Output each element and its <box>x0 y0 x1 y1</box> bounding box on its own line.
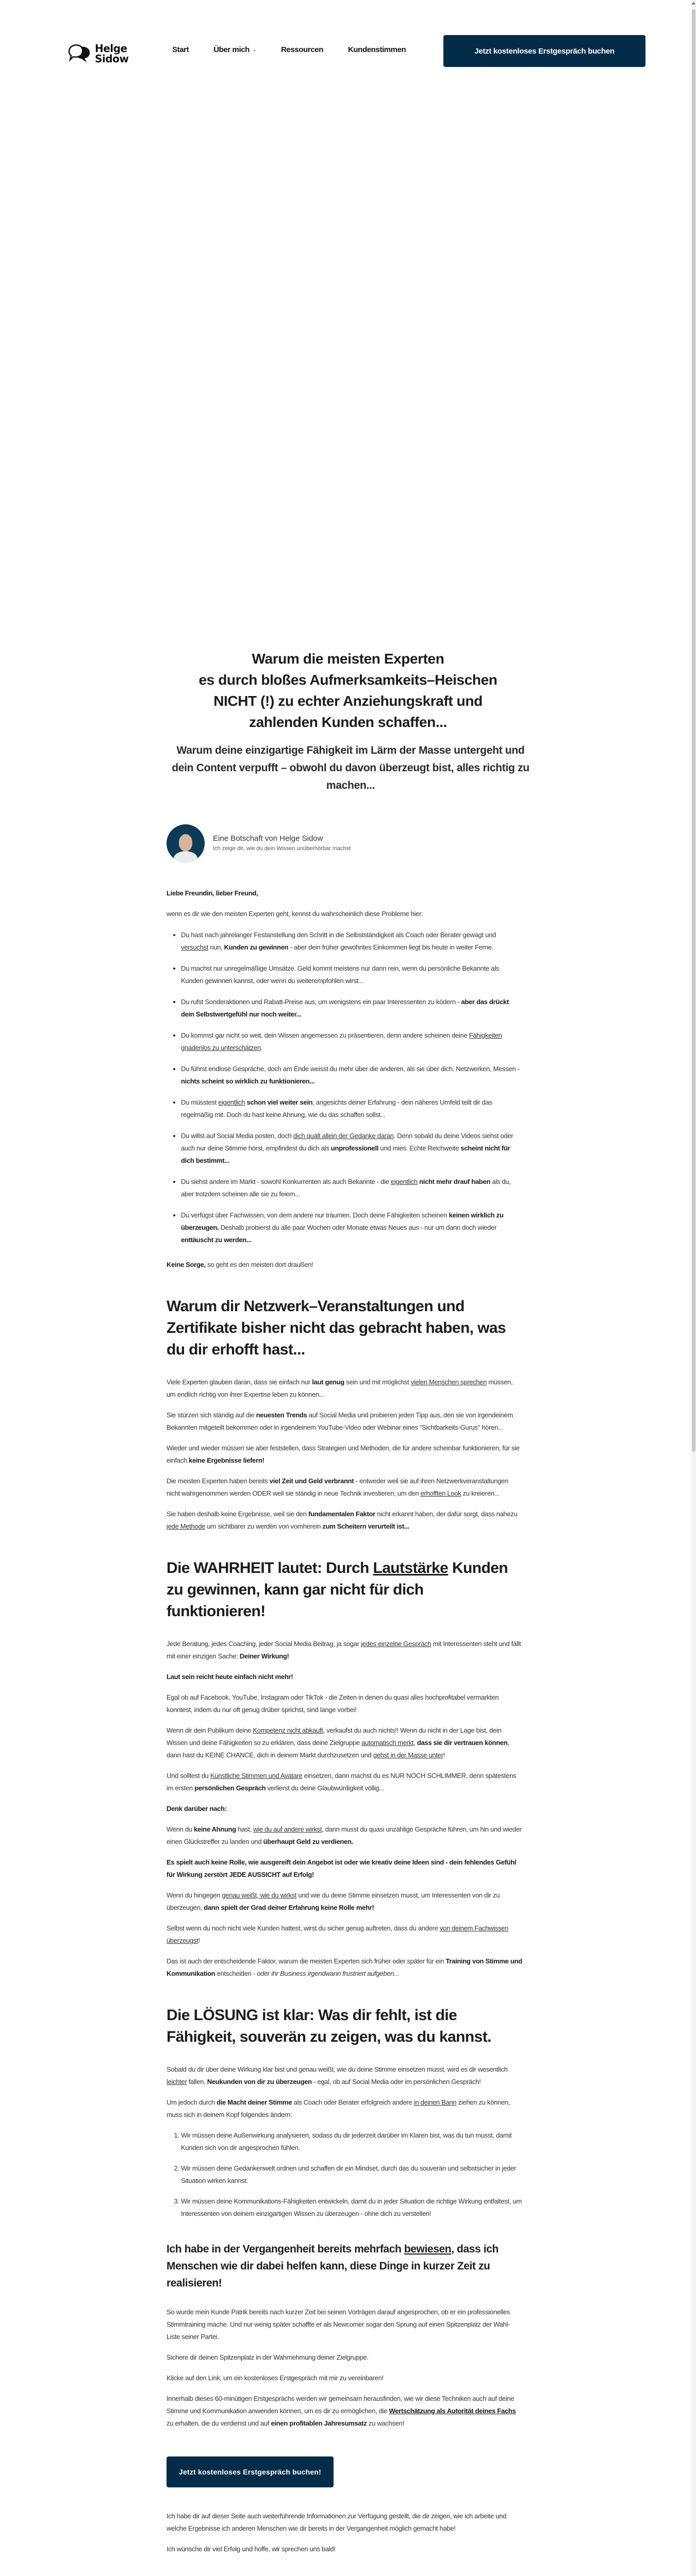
underlined-text: von deinem Fachwissen überzeugst <box>167 1924 509 1944</box>
hero-title-line: NICHT (!) zu echter Anziehungskraft und <box>213 693 483 709</box>
underlined-text: vielen Menschen sprechen <box>410 1378 487 1386</box>
text-segment: Du müsstest <box>181 1098 219 1106</box>
text-segment: und wie du deine Stimme einsetzen musst, um Interessenten von dir zu überzeugen, <box>167 1891 500 1911</box>
text-segment: , verkaufst du auch nichts!! Wenn du nicht in der Lage bist, dein Wissen und deine Fähigkeiten so zu erklären, dass deine Zielgruppe <box>167 1726 502 1747</box>
speech-bubbles-icon <box>67 43 93 64</box>
sales-letter-body <box>167 887 522 2564</box>
list-item <box>181 928 522 954</box>
nav-label: Kundenstimmen <box>347 45 406 54</box>
hero-title-line: es durch bloßes Aufmerksamkeits–Heischen <box>198 672 498 688</box>
bold-text: keine Ergebnisse liefern! <box>189 1456 264 1464</box>
underlined-text: Künstliche Stimmen und Avatare <box>210 1772 303 1780</box>
bold-text: scheint nicht für dich bestimmt... <box>181 1144 510 1164</box>
section-heading <box>167 2241 522 2292</box>
bold-text: schon viel weiter sein <box>246 1098 313 1106</box>
text-segment: ! <box>198 1937 200 1944</box>
text-segment: zu wachsen! <box>367 2419 404 2427</box>
bold-text: enttäuscht zu werden... <box>181 1236 252 1244</box>
bold-text: dann spielt der Grad deiner Erfahrung keine Rolle mehr! <box>204 1904 374 1911</box>
bold-text: unprofessionell <box>330 1144 379 1152</box>
book-call-button-header[interactable]: Jetzt kostenloses Erstgespräch buchen <box>443 35 645 67</box>
nav-item-ressourcen[interactable] <box>281 45 323 54</box>
bold-text: persönlichen Gespräch <box>194 1784 266 1792</box>
site-header <box>0 0 696 103</box>
text-segment: Die WAHRHEIT lautet: Durch <box>167 1560 373 1577</box>
bold-text: nichts scheint so wirklich zu funktionieren... <box>181 1077 315 1085</box>
logo[interactable] <box>67 43 128 64</box>
bold-text: keine Ahnung <box>194 1825 236 1833</box>
underlined-text: Lautstärke <box>373 1560 449 1577</box>
text-segment: Selbst wenn du noch nicht viele Kunden hattest, wirst du sicher genug auftreten, dass du andere <box>167 1924 440 1932</box>
text-segment: entscheiden - <box>215 1970 257 1977</box>
text-segment: Jede Beratung, jedes Coaching, jeder Social Media Beitrag, ja sogar <box>167 1640 361 1648</box>
text-segment: Ich wünsche dir viel Erfolg und hoffe, wir sprechen uns bald! <box>167 2545 336 2553</box>
list-item <box>181 2162 522 2187</box>
paragraph <box>167 908 522 920</box>
text-segment: Wenn dir dein Publikum deine <box>167 1726 253 1734</box>
underlined-text: eigentlich <box>390 1178 418 1185</box>
underlined-text: automatisch merkt <box>361 1739 414 1747</box>
text-segment: Du machst nur unregelmäßige Umsätze. Geld kommt meistens nur dann rein, wenn du persönliche Bekannte als Kunden gewinnen kannst, oder wenn du weiterempfohlen wirst... <box>181 964 499 985</box>
text-segment: Und solltest du <box>167 1772 210 1780</box>
underlined-text: eigentlich <box>218 1098 245 1106</box>
text-segment: Um jedoch durch <box>167 2098 217 2106</box>
text-segment: Ich habe dir auf dieser Seite auch weiterführende Informationen zur Verfügung gestellt, die dir zeigen, wie ich arbeite und welche Ergebnisse ich anderen Menschen wie dir bereits in der Vergangenheit möglich gemacht habe! <box>167 2512 507 2532</box>
text-segment: Wir müssen deine Gedankenwelt ordnen und schaffen dir ein Mindset, durch das du souverän und selbstsicher in jeder Situation wirken kannst. <box>181 2164 516 2184</box>
bold-text: zum Scheitern verurteilt ist... <box>322 1522 409 1530</box>
text-segment: , dann hast du KEINE CHANCE, dich in deinem Markt durchzusetzen und <box>167 1739 509 1759</box>
paragraph <box>167 2510 522 2535</box>
bold-text: fundamentalen Faktor <box>308 1510 375 1518</box>
text-segment: Deshalb probierst du alle paar Wochen oder Monate etwas Neues aus - nur um dann doch wieder <box>219 1224 496 1231</box>
text-segment: müssen, um endlich richtig von ihrer Expertise leben zu können... <box>167 1378 513 1398</box>
text-segment: . Denn sobald du deine Videos siehst oder auch nur deine Stimme hörst, empfindest du dich als <box>181 1132 513 1152</box>
text-segment: Du führst endlose Gespräche, doch am Ende weisst du mehr über die anderen, als sie über dich. Netzwerken, Messen - <box>181 1065 520 1073</box>
bold-text: Deiner Wirkung! <box>239 1652 289 1660</box>
text-segment: , angesichts deiner Erfahrung - dein näheres Umfeld teilt dir das regelmäßig mit. Doch du hast keine Ahnung, wie du das schaffen sollst... <box>181 1098 492 1118</box>
paragraph <box>167 1409 522 1434</box>
paragraph <box>167 1691 522 1716</box>
text-segment: . <box>260 1044 263 1052</box>
underlined-text: Wertschätzung als Autorität deines Fachs <box>389 2407 516 2415</box>
list-item <box>181 962 522 987</box>
chevron-down-icon: ⌄ <box>252 47 257 52</box>
bold-text: keinen wirklich zu überzeugen. <box>181 1211 504 1231</box>
nav-item-ueber-mich[interactable] <box>213 45 256 54</box>
hero-title <box>155 648 541 733</box>
paragraph <box>167 1508 522 1533</box>
text-segment: , dann musst du quasi unzählige Gespräche führen, um hin und wieder einen Glückstreffer zu landen und <box>167 1825 522 1845</box>
nav-label: Über mich <box>213 45 250 54</box>
paragraph <box>167 2306 522 2343</box>
text-segment: Du kommst gar nicht so weit, dein Wissen angemessen zu präsentieren, denn andere scheinen deine <box>181 1031 469 1039</box>
bold-text: überhaupt Geld zu verdienen. <box>263 1838 353 1845</box>
bold-text: die Macht deiner Stimme <box>217 2098 292 2106</box>
text-segment: verlierst du deine Glaubwürdigkeit völlig... <box>266 1784 385 1792</box>
text-segment: - egal, ob auf Social Media oder im persönlichen Gespräch! <box>311 2078 481 2086</box>
hero-title-line: Warum die meisten Experten <box>252 651 444 667</box>
scroll-up-arrow-icon[interactable] <box>691 2 695 5</box>
bold-text: Liebe Freundin, lieber Freund, <box>167 889 258 897</box>
paragraph <box>167 887 522 900</box>
text-segment: Du rufst Sonderaktionen und Rabatt-Preise aus, um wenigstens ein paar Interessenten zu ködern - <box>181 998 461 1006</box>
bold-text: dass sie dir vertrauen können <box>417 1739 508 1747</box>
list-item <box>181 1175 522 1200</box>
bold-text: einen profitablen Jahresumsatz <box>271 2419 367 2427</box>
text-segment: , <box>413 1739 417 1747</box>
section-heading <box>167 1557 522 1622</box>
paragraph <box>167 1638 522 1663</box>
text-segment: ! <box>443 1751 445 1759</box>
text-segment: , dass ich Menschen wie dir dabei helfen kann, diese Dinge in kurzer Zeit zu realisieren! <box>167 2243 499 2289</box>
paragraph <box>167 1955 522 1980</box>
text-segment: einsetzen, dann machst du es NUR NOCH SCHLIMMER, denn spätestens im ersten <box>167 1772 517 1792</box>
author-byline <box>167 824 351 862</box>
underlined-text: versuchst <box>181 943 208 951</box>
text-segment: Warum dir Netzwerk–Veranstaltungen und Zertifikate bisher nicht das gebracht haben, was du dir erhofft hast... <box>167 1298 506 1358</box>
text-segment: Wieder und wieder müssen sie aber feststellen, dass Strategien und Methoden, die für andere scheinbar funktionieren, für sie einfach <box>167 1444 520 1464</box>
text-segment: nun, <box>208 943 224 951</box>
paragraph <box>167 1442 522 1467</box>
list-item <box>181 1029 522 1054</box>
text-segment: als du, aber trotzdem scheinen alle sie zu feiern... <box>181 1178 511 1198</box>
paragraph <box>167 2372 522 2384</box>
underlined-text: dich quält allein der Gedanke daran <box>293 1132 394 1140</box>
book-call-button[interactable]: Jetzt kostenloses Erstgespräch buchen! <box>167 2456 334 2487</box>
nav-item-start[interactable] <box>172 45 189 54</box>
text-segment: Sie stürzen sich ständig auf die <box>167 1411 256 1419</box>
list-item <box>181 2195 522 2220</box>
author-name: Eine Botschaft von Helge Sidow <box>213 834 323 843</box>
text-segment: Das ist auch der entscheidende Faktor, warum die meisten Experten sich früher oder später für ein <box>167 1957 446 1965</box>
text-segment: Du hast nach jahrelanger Festanstellung den Schritt in die Selbstständigkeit als Coach oder Berater gewagt und <box>181 931 496 939</box>
paragraph <box>167 1856 522 1881</box>
paragraph <box>167 1823 522 1848</box>
text-segment: Die LÖSUNG ist klar: Was dir fehlt, ist die Fähigkeit, souverän zu zeigen, was du kannst. <box>167 2007 491 2045</box>
underlined-text: in deinen Bann <box>413 2098 457 2106</box>
underlined-text: jede Methode <box>167 1522 206 1530</box>
text-segment: fallen, <box>187 2078 207 2086</box>
section-heading <box>167 1296 522 1361</box>
bold-text: Neukunden von dir zu überzeugen <box>207 2078 312 2086</box>
paragraph <box>167 2393 522 2430</box>
bold-text: viel Zeit und Geld verbrannt <box>269 1477 354 1485</box>
paragraph <box>167 1259 522 1271</box>
underlined-text: genau weißt, wie du wirkst <box>222 1891 297 1899</box>
text-segment: zu erhalten, die du verdienst und auf <box>167 2419 271 2427</box>
nav-label: Ressourcen <box>281 45 323 54</box>
text-segment: Klicke auf den Link, um ein kostenloses Erstgespräch mit mir zu vereinbaren! <box>167 2374 384 2382</box>
list-item <box>181 1096 522 1121</box>
underlined-text: Fähigkeiten gnadenlos zu unterschätzen <box>181 1031 502 1052</box>
text-segment: um sichtbarer zu werden von vornherein <box>205 1522 323 1530</box>
underlined-text: bewiesen <box>404 2243 452 2255</box>
text-segment: So wurde mein Kunde Patrik bereits nach kurzer Zeit bei seinen Vorträgen darauf angesprochen, ob er ein professionelles Stimmtraining mache. Und nur wenig später schaffte er als Newcomer sogar den Sprung auf einen Spitzenplatz der Wahl-Liste seiner Partei. <box>167 2308 510 2341</box>
main-nav <box>172 45 406 54</box>
text-segment: Ich habe in der Vergangenheit bereits mehrfach <box>167 2243 404 2255</box>
hero-title-line: zahlenden Kunden schaffen... <box>249 714 447 730</box>
text-segment: Wir müssen deine Kommunikations-Fähigkeiten entwickeln, damit du in jeder Situation die richtige Wirkung entfaltest, um Interessenten von deinem einzigartigen Wissen zu überzeugen - ohne dich zu verstellen! <box>181 2197 522 2217</box>
text-segment: so geht es den meisten dort draußen! <box>205 1261 313 1268</box>
text-segment: nicht erkannt haben, der dafür sorgt, dass nahezu <box>375 1510 518 1518</box>
bold-text: aber das drückt dein Selbstwertgefühl nur noch weiter... <box>181 998 509 1018</box>
paragraph <box>167 1376 522 1401</box>
scrollbar-thumb[interactable] <box>692 9 695 1452</box>
text-segment: Egal ob auf Facebook, YouTube, Instagram oder TikTok - die Zeiten in denen du quasi alles hochprofitabel vermarkten konntest, indem du nur oft genug drüber sprichst, sind lange vorbei! <box>167 1693 499 1714</box>
paragraph <box>167 1889 522 1914</box>
text-segment: - entweder weil sie auf ihren Netzwerkveranstaltungen nicht wahrgenommen werden ODER weil sie ständig in neue Technik investieren, um den <box>167 1477 508 1497</box>
list-item <box>181 1062 522 1088</box>
nav-item-kundenstimmen[interactable] <box>348 45 406 54</box>
text-segment: Sie haben deshalb keine Ergebnisse, weil sie den <box>167 1510 309 1518</box>
text-segment: Wir müssen deine Außenwirkung analysieren, sodass du dir jederzeit darüber im Klaren bist, was du tun musst, damit Kunden sich von dir angesprochen fühlen. <box>181 2131 512 2151</box>
italic-text: oder ihr Business irgendwann frustriert aufgeben... <box>257 1970 400 1977</box>
text-segment: Wenn du hingegen <box>167 1891 222 1899</box>
bold-text: Laut sein reicht heute einfach nicht mehr! <box>167 1673 293 1681</box>
text-segment: als Coach oder Berater erfolgreich andere <box>292 2098 414 2106</box>
underlined-text: jedes einzelne Gespräch <box>361 1640 432 1648</box>
underlined-text: Kompetenz nicht abkauft <box>253 1726 323 1734</box>
bold-text: Training von Stimme und Kommunikation <box>167 1957 522 1977</box>
paragraph <box>167 1475 522 1500</box>
paragraph <box>167 1724 522 1761</box>
paragraph <box>167 1671 522 1683</box>
hero-subtitle: Warum deine einzigartige Fähigkeit im Lärm der Masse untergeht und dein Content verpufft – obwohl du davon überzeugt bist, alles richtig zu machen... <box>172 744 529 791</box>
logo-line-1: Helge <box>95 42 127 55</box>
bold-text: Kunden zu gewinnen <box>224 943 289 951</box>
text-segment: Kunden zu gewinnen, kann gar nicht für dich funktionieren! <box>167 1560 508 1620</box>
paragraph <box>167 1770 522 1794</box>
paragraph <box>167 2543 522 2555</box>
section-heading <box>167 2005 522 2048</box>
text-segment: Die meisten Experten haben bereits <box>167 1477 270 1485</box>
paragraph <box>167 2063 522 2088</box>
text-segment: hast, <box>236 1825 254 1833</box>
text-segment: Du willst auf Social Media posten, doch <box>181 1132 293 1140</box>
text-segment: und mies. Echte Reichweite <box>378 1144 461 1152</box>
paragraph <box>167 2096 522 2121</box>
text-segment: Viele Experten glauben daran, dass sie einfach nur <box>167 1378 312 1386</box>
list-item <box>181 2129 522 2154</box>
text-segment: wenn es dir wie den meisten Experten geht, kennst du wahrscheinlich diese Probleme hier: <box>167 910 423 918</box>
page-scrollbar[interactable] <box>691 0 696 2576</box>
problem-list <box>167 928 522 1246</box>
text-segment: mit Interessenten steht und fällt mit einer einzigen Sache: <box>167 1640 521 1660</box>
text-segment: Innerhalb dieses 60-minütigen Erstgesprächs werden wir gemeinsam herausfinden, wie wir diese Techniken auch auf deine Stimme und Kommunikation anwenden können, um es dir zu ermöglichen, die <box>167 2395 515 2415</box>
text-segment: auf Social Media und probieren jeden Tipp aus, den sie von irgendeinem Bekannten mitgeteilt bekommen oder in irgendeinem YouTube-Video oder Webinar eines "Sichtbarkeits-Gurus" hören... <box>167 1411 513 1431</box>
bold-text: Es spielt auch keine Rolle, wie ausgereift dein Angebot ist oder wie kreativ deine Ideen sind - dein fehlendes Gefühl für Wirkung zerstört JEDE AUSSICHT auf Erfolg! <box>167 1858 517 1878</box>
list-item <box>181 1129 522 1167</box>
text-segment: sein und mit möglichst <box>344 1378 411 1386</box>
bold-text: laut genug <box>312 1378 344 1386</box>
text-segment: ziehen zu können, muss sich in deinem Kopf folgendes ändern: <box>167 2098 510 2119</box>
bold-text: neuesten Trends <box>256 1411 307 1419</box>
bold-text: Denk darüber nach: <box>167 1805 227 1812</box>
steps-list <box>167 2129 522 2220</box>
text-segment: - aber dein früher gewohntes Einkommen liegt bis heute in weiter Ferne. <box>288 943 493 951</box>
underlined-text: leichter <box>167 2078 187 2086</box>
underlined-text: erhofften Look <box>420 1489 461 1497</box>
avatar <box>167 824 205 862</box>
underlined-text: wie du auf andere wirkst <box>253 1825 322 1833</box>
paragraph <box>167 1922 522 1947</box>
text-segment: Du verfügst über Fachwissen, von dem andere nur träumen. Doch deine Fähigkeiten scheinen <box>181 1211 449 1219</box>
paragraph <box>167 1803 522 1815</box>
bold-text: nicht mehr drauf haben <box>419 1178 491 1185</box>
text-segment: Wenn du <box>167 1825 194 1833</box>
author-tagline: Ich zeige dir, wie du dein Wissen unüberhörbar machst <box>213 845 351 852</box>
text-segment: Sichere dir deinen Spitzenplatz in der Wahrnehmung deiner Zielgruppe. <box>167 2353 369 2361</box>
text-segment: zu kreieren... <box>461 1489 500 1497</box>
text-segment: Sobald du dir über deine Wirkung klar bist und genau weißt, wie du deine Stimme einsetzen musst, wird es dir wesentlich <box>167 2065 508 2073</box>
underlined-text: gehst in der Masse unter <box>373 1751 443 1759</box>
paragraph <box>167 2351 522 2364</box>
list-item <box>181 995 522 1021</box>
nav-label: Start <box>172 45 189 54</box>
list-item <box>181 1209 522 1246</box>
logo-line-2: Sidow <box>95 53 129 65</box>
text-segment: Du siehst andere im Markt - sowohl Konkurrenten als auch Bekannte - die <box>181 1178 391 1185</box>
bold-text: Keine Sorge, <box>167 1261 206 1268</box>
